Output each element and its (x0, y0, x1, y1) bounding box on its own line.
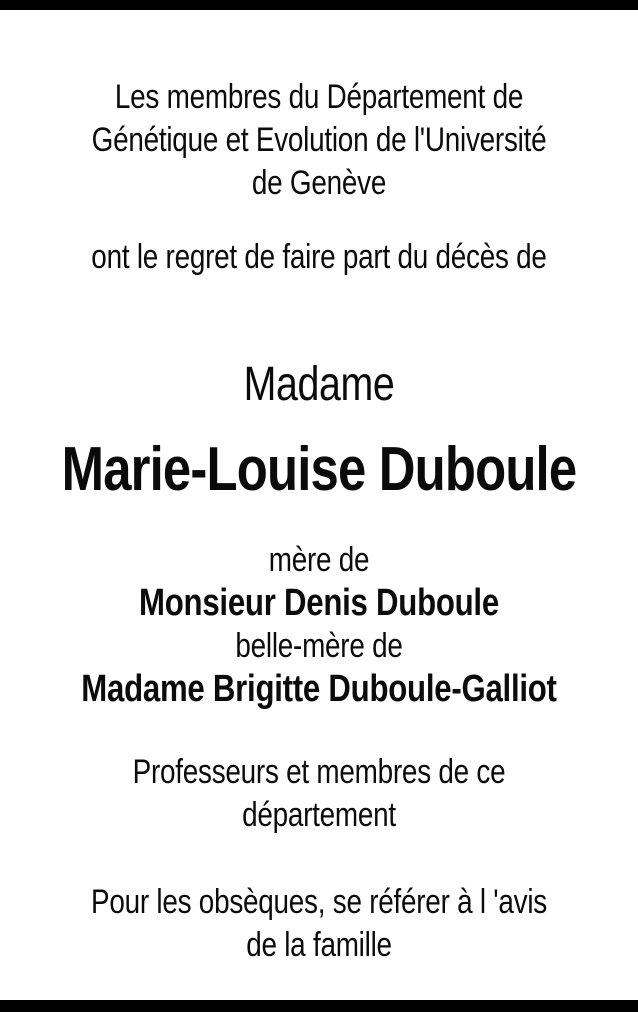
deceased-name-text: Marie-Louise Duboule (61, 435, 577, 504)
funeral-info-line-1: Pour les obsèques, se référer à l 'avis (91, 883, 547, 921)
deceased-name-paragraph (0, 437, 638, 503)
organization-paragraph (0, 76, 638, 205)
relation-name-daughter-in-law: Madame Brigitte Duboule-Galliot (81, 668, 557, 710)
organization-line-1: Les membres du Département de (114, 78, 524, 116)
funeral-info-paragraph (0, 881, 638, 967)
relation-name-son: Monsieur Denis Duboule (139, 582, 499, 624)
signatories-line-2: département (242, 796, 396, 834)
relations-paragraph (0, 539, 638, 711)
top-black-bar (0, 0, 638, 10)
signatories-paragraph (0, 751, 638, 837)
announcement-line: ont le regret de faire part du décès de (91, 238, 547, 276)
signatories-line-1: Professeurs et membres de ce (132, 753, 506, 791)
organization-line-3: de Genève (251, 164, 387, 202)
organization-line-2: Génétique et Evolution de l'Université (91, 121, 547, 159)
relation-label-mother: mère de (268, 541, 370, 579)
honorific-text: Madame (243, 358, 395, 411)
relation-label-mother-in-law: belle-mère de (235, 627, 403, 665)
funeral-info-line-2: de la famille (246, 926, 392, 964)
bottom-black-bar (0, 1000, 638, 1012)
announcement-paragraph (0, 236, 638, 279)
notice-content (0, 10, 638, 967)
honorific-paragraph (0, 359, 638, 411)
